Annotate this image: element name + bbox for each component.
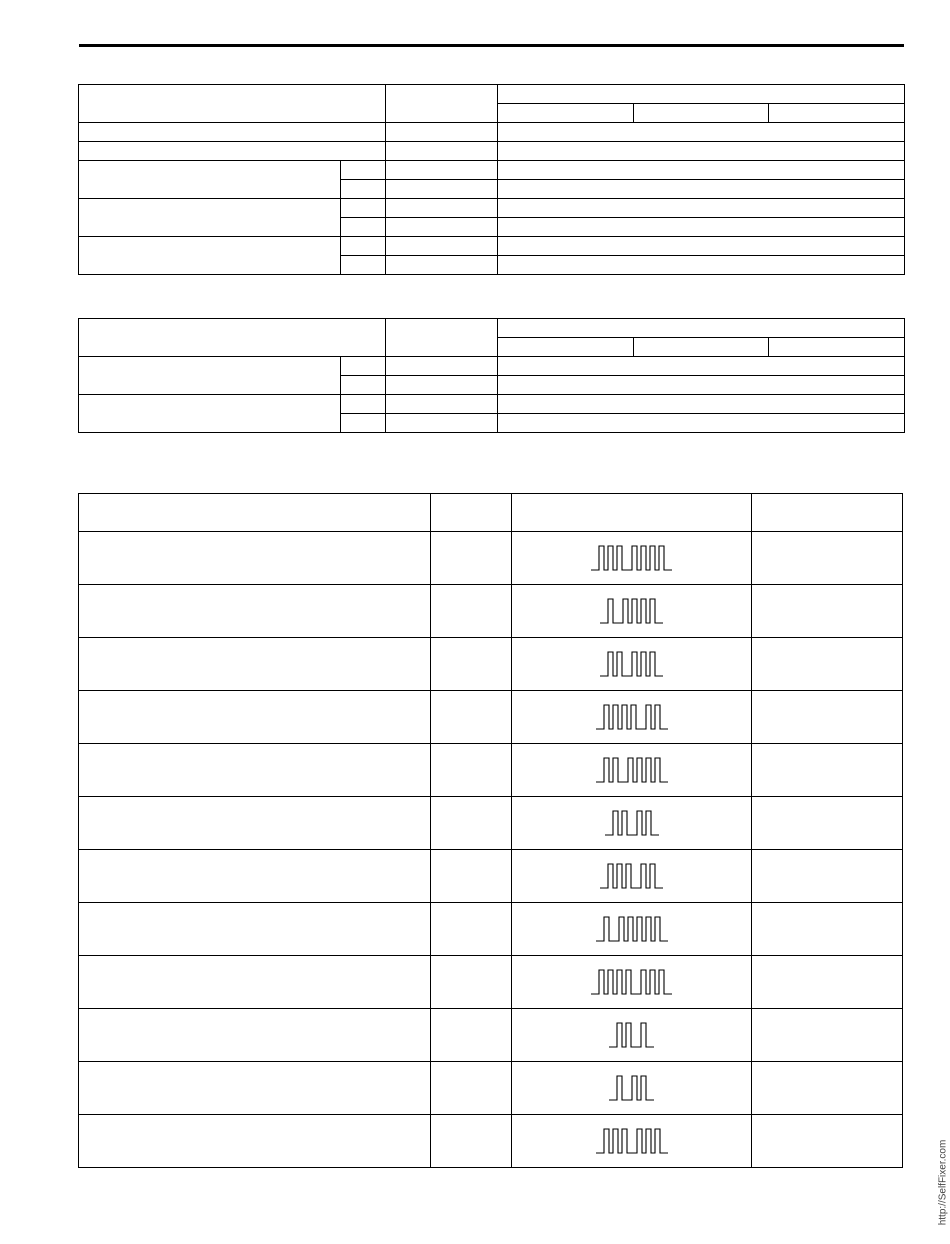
- table-row: [79, 532, 903, 585]
- table-cell: [498, 395, 905, 414]
- waveform-cell: [512, 691, 752, 744]
- header-cell: [498, 85, 905, 104]
- table-cell: [386, 142, 498, 161]
- table-cell: [498, 256, 905, 275]
- table-cell: [79, 1009, 431, 1062]
- subheader-cell: [769, 104, 905, 123]
- header-cell: [498, 319, 905, 338]
- table-row: [79, 903, 903, 956]
- table-cell: [341, 161, 386, 180]
- table-cell: [752, 903, 903, 956]
- table-cell: [498, 161, 905, 180]
- table-cell: [386, 357, 498, 376]
- waveform-cell: [512, 903, 752, 956]
- table-cell: [79, 395, 341, 433]
- header-cell: [431, 494, 512, 532]
- table-cell: [431, 1009, 512, 1062]
- table-cell: [431, 797, 512, 850]
- waveform-icon: [595, 755, 669, 785]
- header-cell: [512, 494, 752, 532]
- table-cell: [752, 1115, 903, 1168]
- waveform-icon: [608, 1073, 655, 1103]
- table-cell: [752, 956, 903, 1009]
- table-cell: [498, 180, 905, 199]
- waveform-trace: [609, 1076, 654, 1100]
- table-row: [79, 797, 903, 850]
- table-cell: [79, 1062, 431, 1115]
- table-row: [79, 1009, 903, 1062]
- table-row: [79, 638, 903, 691]
- table-cell: [341, 218, 386, 237]
- table-cell: [341, 376, 386, 395]
- table-cell: [386, 395, 498, 414]
- table-cell: [431, 903, 512, 956]
- table-row: [79, 585, 903, 638]
- table-cell: [79, 638, 431, 691]
- waveform-trace: [596, 758, 668, 782]
- table-cell: [386, 218, 498, 237]
- table-cell: [386, 199, 498, 218]
- table-cell: [79, 237, 341, 275]
- subheader-cell: [498, 104, 634, 123]
- table-cell: [341, 237, 386, 256]
- header-rule: [79, 44, 904, 47]
- waveform-trace: [591, 970, 672, 994]
- watermark: [928, 1129, 948, 1244]
- table-cell: [431, 1062, 512, 1115]
- table-cell: [752, 744, 903, 797]
- table-cell: [79, 532, 431, 585]
- waveform-icon: [608, 1020, 655, 1050]
- waveform-cell: [512, 1062, 752, 1115]
- header-cell: [752, 494, 903, 532]
- waveform-icon: [599, 649, 664, 679]
- subheader-cell: [769, 338, 905, 357]
- table-row: [79, 956, 903, 1009]
- table-cell: [79, 797, 431, 850]
- table-cell: [341, 256, 386, 275]
- table-cell: [431, 585, 512, 638]
- watermark-text: http://SelfFixer.com: [937, 1139, 949, 1226]
- waveform-trace: [600, 652, 663, 676]
- table-cell: [79, 161, 341, 199]
- waveform-icon: [590, 543, 673, 573]
- table-cell: [431, 956, 512, 1009]
- table-cell: [752, 691, 903, 744]
- waveform-cell: [512, 585, 752, 638]
- table-cell: [498, 357, 905, 376]
- table-cell: [386, 237, 498, 256]
- table-cell: [79, 123, 386, 142]
- waveform-cell: [512, 956, 752, 1009]
- table-cell: [79, 956, 431, 1009]
- waveform-trace: [591, 546, 672, 570]
- table-cell: [752, 638, 903, 691]
- waveform-icon: [604, 808, 660, 838]
- table-cell: [752, 532, 903, 585]
- table-cell: [498, 218, 905, 237]
- table-cell: [431, 744, 512, 797]
- waveform-trace: [600, 599, 663, 623]
- table-cell: [752, 797, 903, 850]
- waveform-trace: [605, 811, 659, 835]
- table-cell: [752, 850, 903, 903]
- table-row: [79, 744, 903, 797]
- table-cell: [79, 691, 431, 744]
- spec-table-1: [78, 84, 905, 275]
- waveform-icon: [599, 861, 664, 891]
- table-cell: [498, 376, 905, 395]
- waveform-cell: [512, 638, 752, 691]
- table-cell: [752, 1009, 903, 1062]
- table-cell: [79, 1115, 431, 1168]
- waveform-cell: [512, 1115, 752, 1168]
- table-cell: [498, 237, 905, 256]
- table-cell: [79, 357, 341, 395]
- waveform-trace: [596, 705, 668, 729]
- table-cell: [431, 691, 512, 744]
- table-cell: [386, 376, 498, 395]
- table-cell: [79, 142, 386, 161]
- table-row: [79, 850, 903, 903]
- table-cell: [386, 256, 498, 275]
- waveform-cell: [512, 1009, 752, 1062]
- waveform-icon: [599, 596, 664, 626]
- table-cell: [79, 585, 431, 638]
- header-cell: [386, 85, 498, 123]
- table-cell: [386, 161, 498, 180]
- waveform-icon: [595, 1126, 669, 1156]
- table-cell: [498, 142, 905, 161]
- waveform-cell: [512, 797, 752, 850]
- waveform-trace: [600, 864, 663, 888]
- waveform-cell: [512, 744, 752, 797]
- waveform-trace: [596, 1129, 668, 1153]
- table-cell: [79, 199, 341, 237]
- waveform-code-table: [78, 493, 903, 1168]
- waveform-trace: [596, 917, 668, 941]
- table-cell: [341, 180, 386, 199]
- table-cell: [431, 638, 512, 691]
- waveform-icon: [595, 702, 669, 732]
- table-cell: [498, 123, 905, 142]
- table-cell: [431, 850, 512, 903]
- table-cell: [498, 414, 905, 433]
- waveform-trace: [609, 1023, 654, 1047]
- table-row: [79, 1062, 903, 1115]
- header-cell: [79, 319, 386, 357]
- table-cell: [386, 123, 498, 142]
- table-cell: [431, 532, 512, 585]
- table-row: [79, 1115, 903, 1168]
- header-cell: [79, 85, 386, 123]
- spec-table-2: [78, 318, 905, 433]
- subheader-cell: [634, 104, 769, 123]
- table-cell: [752, 585, 903, 638]
- waveform-cell: [512, 850, 752, 903]
- table-cell: [431, 1115, 512, 1168]
- table-cell: [386, 414, 498, 433]
- table-cell: [79, 850, 431, 903]
- subheader-cell: [498, 338, 634, 357]
- table-cell: [341, 357, 386, 376]
- table-row: [79, 691, 903, 744]
- table-cell: [386, 180, 498, 199]
- table-cell: [341, 414, 386, 433]
- table-cell: [752, 1062, 903, 1115]
- table-cell: [498, 199, 905, 218]
- header-cell: [386, 319, 498, 357]
- waveform-icon: [590, 967, 673, 997]
- table-cell: [79, 744, 431, 797]
- waveform-cell: [512, 532, 752, 585]
- header-cell: [79, 494, 431, 532]
- subheader-cell: [634, 338, 769, 357]
- waveform-icon: [595, 914, 669, 944]
- table-cell: [341, 395, 386, 414]
- table-cell: [341, 199, 386, 218]
- table-cell: [79, 903, 431, 956]
